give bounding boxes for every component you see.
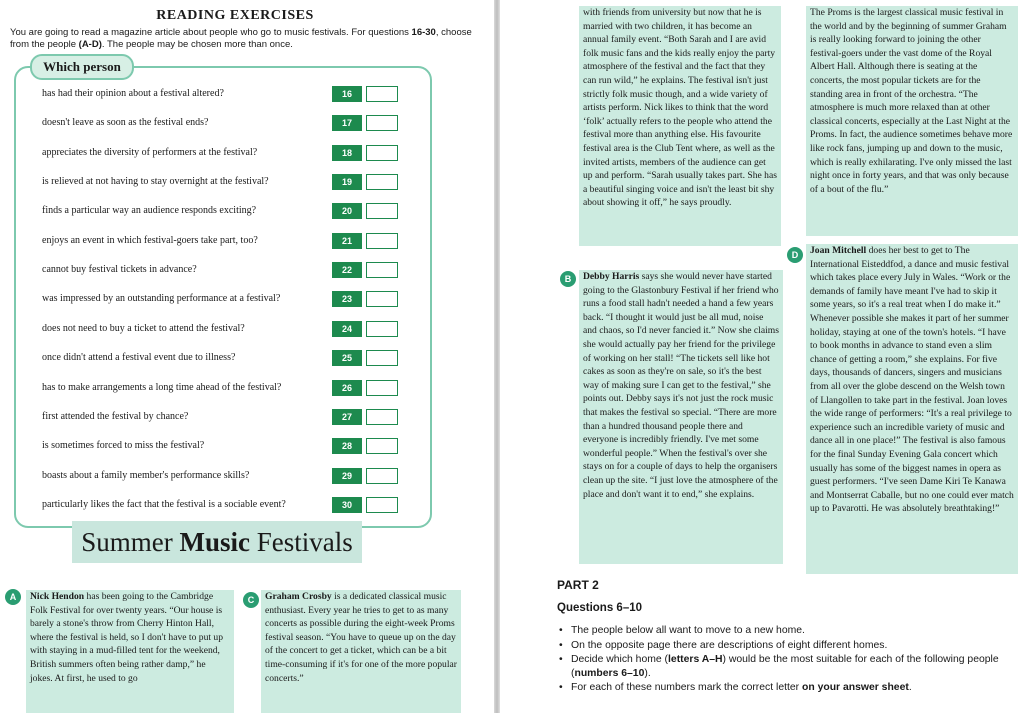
passage-c-badge: C: [243, 592, 259, 608]
part-2-questions: Questions 6–10: [557, 602, 643, 614]
question-number: 25: [332, 350, 362, 366]
question-row: [42, 289, 422, 309]
passage-d-name: Joan Mitchell: [810, 245, 867, 256]
instruction-bullet-4: [557, 681, 1017, 695]
question-row: [42, 260, 422, 280]
answer-box[interactable]: [366, 468, 398, 484]
instructions-people: (A-D): [78, 39, 102, 50]
passage-d: [806, 244, 1018, 574]
bullet-3-part-a: Decide which home (: [571, 654, 669, 666]
instructions-part-3: . The people may be chosen more than once.: [101, 39, 293, 50]
question-number: 26: [332, 380, 362, 396]
which-person-label: Which person: [30, 54, 134, 80]
question-row: [42, 407, 422, 427]
question-number: 29: [332, 468, 362, 484]
passage-b-badge: B: [560, 271, 576, 287]
exercise-title: READING EXERCISES: [156, 8, 314, 23]
question-number: 23: [332, 291, 362, 307]
passage-a-text: has been going to the Cambridge Folk Festival for over twenty years. “Our house is barely a stone's throw from Cherry Hinton Hall, where the festival is held, so I don't have to put up with staying in a mud-filled tent for the weekend, British summers often being rather damp,” he jokes. At first, he used to go: [30, 591, 224, 684]
answer-box[interactable]: [366, 262, 398, 278]
question-number: 30: [332, 497, 362, 513]
answer-box[interactable]: [366, 321, 398, 337]
passage-c-name: Graham Crosby: [265, 591, 332, 602]
passage-d-text: does her best to get to The International Eisteddfod, a dance and music festival which takes place every July in Wales. “Work or the demands of family have meant I've had to skip it some years, so it's a real treat when I do make it.” Whenever possible she makes it part of her summer holiday, staying at one of the town's hotels. “I have to book months in advance to stand even a slim chance of getting a room,” she explains. For five days, thousands of dancers, singers and musicians from all over the globe descend on the Welsh town of Llangollen to take part in the festival. Joan loves the wide range of performers: “It's a real privilege to experience such an incredible variety of music and dance all in one place!” The festival is also famous for the final Sunday Evening Gala concert which usually has some of the biggest names in opera as guest performers. “I've seen Dame Kiri Te Kanawa and Montserrat Caballe, but no one could ever match up to Pavarotti. He was absolutely breathtaking!”: [810, 245, 1014, 515]
question-text: finds a particular way an audience responds exciting?: [42, 205, 257, 217]
question-row: [42, 113, 422, 133]
question-text: is sometimes forced to miss the festival?: [42, 440, 205, 452]
passage-b-name: Debby Harris: [583, 271, 640, 282]
question-row: [42, 201, 422, 221]
question-number: 19: [332, 174, 362, 190]
question-row: [42, 231, 422, 251]
instructions-part-2: , choose from the people: [10, 27, 472, 50]
passage-a: [26, 590, 234, 713]
answer-box[interactable]: [366, 86, 398, 102]
question-number: 20: [332, 203, 362, 219]
bullet-4-part-c: .: [908, 682, 912, 694]
question-text: has to make arrangements a long time ahead of the festival?: [42, 381, 282, 393]
question-text: enjoys an event in which festival-goers take part, too?: [42, 234, 258, 246]
question-text: does not need to buy a ticket to attend the festival?: [42, 322, 245, 334]
question-row: [42, 495, 422, 515]
question-row: [42, 436, 422, 456]
answer-box[interactable]: [366, 438, 398, 454]
instruction-bullet-2: • On the opposite page there are descriptions of eight different homes.: [557, 639, 1017, 653]
banner-word-3: Festivals: [249, 527, 353, 557]
question-row: [42, 378, 422, 398]
passage-b: [579, 270, 783, 564]
passage-a-name: Nick Hendon: [30, 591, 85, 602]
answer-box[interactable]: [366, 350, 398, 366]
bullet-3-letters: letters A–H: [668, 654, 723, 666]
passage-d-badge: D: [787, 247, 803, 263]
question-text: is relieved at not having to stay overnight at the festival?: [42, 176, 269, 188]
question-text: once didn't attend a festival event due to illness?: [42, 352, 236, 364]
banner-word-2: Music: [179, 527, 250, 557]
passage-c-text: is a dedicated classical music enthusiast. Every year he tries to get to as many concerts as possible during the eight-week Proms festival season. “You have to queue up on the day of the concert to get a ticket, which can be a bit time-consuming if it's for one of the more popular concerts.”: [265, 591, 457, 684]
instructions-range: 16-30: [411, 27, 436, 38]
answer-box[interactable]: [366, 233, 398, 249]
answer-box[interactable]: [366, 380, 398, 396]
banner-word-1: Summer: [81, 527, 180, 557]
bullet-4-answer-sheet: on your answer sheet: [802, 682, 909, 694]
left-page: [0, 0, 494, 713]
passage-b-text: says she would never have started going to the Glastonbury Festival if her friend who runs a food stall hadn't needed a hand a few years back. “I thought it would just be all mud, noise and chaos, so I'd never fancied it.” Now she claims she would actually pay her friend for the privilege of working on her stall! “The tickets sell like hot cakes as soon as they're on sale, so it's the best way of making sure I can get to the festival,” she points out. Debby says it's not just the rock music that makes the festival so special. “There are more than a hundred thousand people there and everyone is incredibly friendly. I've met some wonderful people.” When the festival's over she stays on for a couple of days to help the organisers clean up the site. “I just love the atmosphere of the place and don't want it to end,” she explains.: [583, 271, 779, 500]
instructions-part-1: You are going to read a magazine article about people who go to music festivals. For questions: [10, 27, 412, 38]
passage-c-continued: The Proms is the largest classical music festival in the world and by the beginning of summer Graham is really looking forward to joining the other festival-goers under the vast dome of the Royal Albert Hall. Although there is seating at the concerts, the most popular tickets are for the standing area in front of the orchestra. “The atmosphere is much more relaxed than at other classical concerts, especially at the Last Night at the Proms. In fact, the audience sometimes behave more like rock fans, jumping up and down to the music, which is really exhilarating. I've only missed the last night once in forty years, and that was only because of a bout of the flu.”: [806, 6, 1018, 236]
question-text: cannot buy festival tickets in advance?: [42, 264, 197, 276]
question-text: was impressed by an outstanding performance at a festival?: [42, 293, 281, 305]
passage-a-continued: with friends from university but now that he is married with two children, it has become an annual family event. “Both Sarah and I are avid folk music fans and the kids really enjoy the party atmosphere of the festival and the fact that they can run wild,” he explains. The festival isn't just strictly folk music though, and a wide variety of artists perform. Nick likes to think that the word ‘folk’ actually refers to the people who attend the festival more than anything else. His favourite festival area is the Club Tent where, as well as the invited artists, members of the audience can get up and perform. “Sarah usually takes part. She has a beautiful singing voice and isn't the least bit shy about showing it off,” he says proudly.: [579, 6, 781, 246]
question-row: [42, 466, 422, 486]
question-row: [42, 84, 422, 104]
answer-box[interactable]: [366, 115, 398, 131]
part-2-instructions: [557, 624, 1017, 696]
answer-box[interactable]: [366, 497, 398, 513]
question-number: 24: [332, 321, 362, 337]
question-text: particularly likes the fact that the festival is a sociable event?: [42, 498, 286, 510]
question-text: doesn't leave as soon as the festival ends?: [42, 117, 209, 129]
passage-a-badge: A: [5, 589, 21, 605]
answer-box[interactable]: [366, 409, 398, 425]
question-text: appreciates the diversity of performers at the festival?: [42, 146, 258, 158]
bullet-3-part-c: ) would be the most suitable for each of the following people (: [571, 654, 999, 679]
question-row: [42, 143, 422, 163]
instruction-bullet-1: • The people below all want to move to a new home.: [557, 624, 1017, 638]
question-row: [42, 172, 422, 192]
question-row: [42, 348, 422, 368]
bullet-3-part-e: ).: [644, 667, 651, 679]
question-number: 22: [332, 262, 362, 278]
bullet-3-numbers: numbers 6–10: [574, 667, 645, 679]
question-text: has had their opinion about a festival altered?: [42, 88, 224, 99]
question-number: 18: [332, 145, 362, 161]
answer-box[interactable]: [366, 174, 398, 190]
instruction-bullet-3: [557, 653, 1017, 680]
bullet-4-part-a: For each of these numbers mark the correct letter: [571, 682, 802, 694]
question-number: 16: [332, 86, 362, 102]
part-2-title: PART 2: [557, 578, 599, 592]
answer-box[interactable]: [366, 291, 398, 307]
question-number: 27: [332, 409, 362, 425]
question-number: 17: [332, 115, 362, 131]
festival-banner: [72, 521, 362, 563]
question-row: [42, 319, 422, 339]
answer-box[interactable]: [366, 203, 398, 219]
question-number: 28: [332, 438, 362, 454]
question-number: 21: [332, 233, 362, 249]
answer-box[interactable]: [366, 145, 398, 161]
passage-c: [261, 590, 461, 713]
question-text: first attended the festival by chance?: [42, 410, 189, 422]
exercise-instructions: [10, 27, 480, 51]
question-text: boasts about a family member's performance skills?: [42, 469, 250, 481]
